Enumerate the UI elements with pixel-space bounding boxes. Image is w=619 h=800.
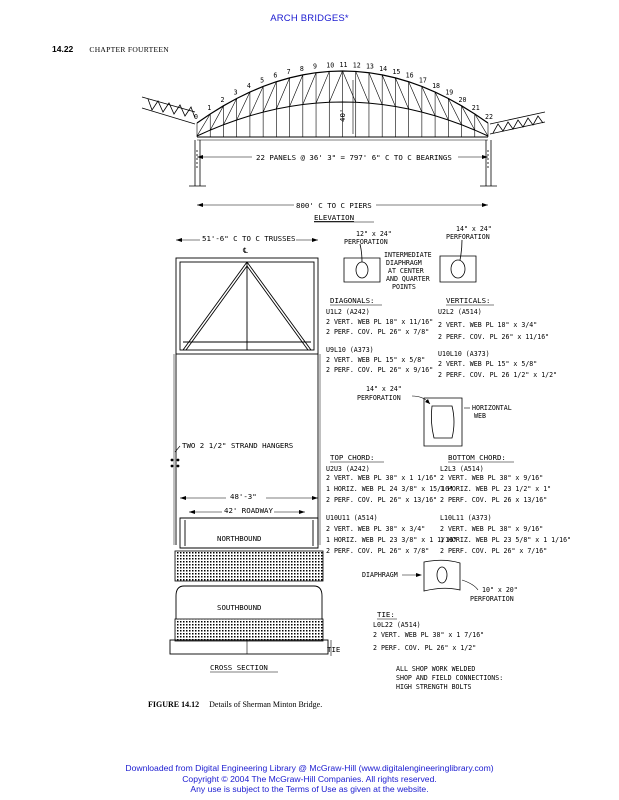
panel-point-label: 15	[392, 67, 401, 76]
perforation-label-1: PERFORATION	[344, 238, 388, 246]
figure-label: FIGURE 14.12	[148, 700, 200, 709]
figure-caption	[148, 700, 322, 709]
panel-point-label: 5	[260, 76, 265, 85]
footer-download-link[interactable]: Downloaded from Digital Engineering Library @ McGraw-Hill (www.digitalengineeringlibrary.com)	[125, 763, 494, 773]
panel-point-label: 21	[471, 103, 480, 112]
diag-1-member: U1L2 (A242)	[326, 308, 370, 316]
tie-label: TIE	[327, 645, 341, 654]
bc-2-member: L10L11 (A373)	[440, 514, 492, 522]
shop-work-line-3: HIGH STRENGTH BOLTS	[396, 683, 472, 691]
cross-section-view	[170, 233, 340, 672]
bc-2-line-3: 2 PERF. COV. PL 26" x 7/16"	[440, 547, 548, 555]
horizontal-web-line-1: HORIZONTAL	[472, 404, 512, 412]
diaphragm-note-line-4: AND QUARTER	[386, 275, 430, 283]
tc-1-line-2: 1 HORIZ. WEB PL 24 3/8" x 15/16"	[326, 485, 454, 493]
southbound-label: SOUTHBOUND	[217, 603, 262, 612]
diaphragm-note-line-1: INTERMEDIATE	[384, 251, 432, 259]
diag-2-line-2: 2 PERF. COV. PL 26" x 9/16"	[326, 366, 434, 374]
tc-2-line-2: 1 HORIZ. WEB PL 23 3/8" x 1 1/16"	[326, 536, 458, 544]
bc-1-line-2: 1 HORIZ. WEB PL 23 1/2" x 1"	[440, 485, 552, 493]
panel-point-label: 12	[352, 61, 361, 70]
bc-2-line-1: 2 VERT. WEB PL 38" x 9/16"	[440, 525, 544, 533]
trusses-dimension: 51'-6" C TO C TRUSSES	[202, 234, 296, 243]
horizontal-web-line-2: WEB	[474, 412, 486, 420]
panel-point-label: 4	[246, 82, 251, 91]
perforation-label-4: PERFORATION	[470, 595, 514, 603]
panel-point-label: 19	[445, 88, 454, 97]
panel-point-label: 2	[220, 95, 225, 104]
vert-2-line-2: 2 PERF. COV. PL 26 1/2" x 1/2"	[438, 371, 558, 379]
member-notes	[326, 225, 571, 691]
elevation-view	[142, 61, 545, 222]
perforation-label-2: PERFORATION	[446, 233, 490, 241]
perforation-label-3: PERFORATION	[357, 394, 401, 402]
diag-2-member: U9L10 (A373)	[326, 346, 374, 354]
perf-10x20-label: 10" x 20"	[482, 586, 518, 594]
hangers-label: TWO 2 1/2" STRAND HANGERS	[182, 441, 294, 450]
tc-1-line-1: 2 VERT. WEB PL 38" x 1 1/16"	[326, 474, 438, 482]
top-chord-title: TOP CHORD:	[330, 453, 375, 462]
tc-2-member: U10U11 (A514)	[326, 514, 378, 522]
panel-point-label: 11	[339, 61, 348, 69]
rise-dimension: 40'	[338, 108, 347, 122]
panel-point-label: 0	[194, 113, 198, 121]
shop-work-line-1: ALL SHOP WORK WELDED	[396, 665, 476, 673]
vert-1-line-2: 2 PERF. COV. PL 26" x 11/16"	[438, 333, 550, 341]
vert-1-line-1: 2 VERT. WEB PL 18" x 3/4"	[438, 321, 538, 329]
panel-point-label: 18	[432, 82, 441, 91]
perf-14x24-b-label: 14" x 24"	[366, 385, 402, 393]
tc-2-line-3: 2 PERF. COV. PL 26" x 7/8"	[326, 547, 430, 555]
footer-terms-link[interactable]: Any use is subject to the Terms of Use as given at the website.	[190, 784, 429, 794]
panel-point-label: 22	[485, 113, 493, 121]
diaphragm-label: DIAPHRAGM	[362, 571, 398, 579]
bc-1-member: L2L3 (A514)	[440, 465, 484, 473]
diaphragm-note-line-3: AT CENTER	[388, 267, 424, 275]
tie-line-1: 2 VERT. WEB PL 38" x 1 7/16"	[373, 631, 485, 639]
roadway-width: 42' ROADWAY	[224, 506, 273, 515]
centerline-mark: ℄	[243, 246, 248, 255]
panel-point-label: 10	[326, 61, 335, 70]
page-number: 14.22	[52, 44, 74, 54]
diaphragm-note-line-2: DIAPHRAGM	[386, 259, 422, 267]
tc-2-line-1: 2 VERT. WEB PL 38" x 3/4"	[326, 525, 426, 533]
bottom-chord-title: BOTTOM CHORD:	[448, 453, 506, 462]
elevation-title: ELEVATION	[314, 213, 355, 222]
perf-14x24-label: 14" x 24"	[456, 225, 492, 233]
tc-1-line-3: 2 PERF. COV. PL 26" x 13/16"	[326, 496, 438, 504]
bc-1-line-1: 2 VERT. WEB PL 38" x 9/16"	[440, 474, 544, 482]
bc-2-line-2: 1 HORIZ. WEB PL 23 5/8" x 1 1/16"	[440, 536, 572, 544]
tie-title: TIE:	[377, 610, 395, 619]
panel-point-label: 17	[418, 76, 427, 85]
deck-width: 48'-3"	[230, 492, 257, 501]
vert-2-member: U10L10 (A373)	[438, 350, 490, 358]
panel-point-label: 16	[405, 71, 414, 80]
top-banner[interactable]: ARCH BRIDGES*	[270, 13, 349, 24]
shop-work-line-2: SHOP AND FIELD CONNECTIONS:	[396, 674, 504, 682]
cross-section-title: CROSS SECTION	[210, 663, 268, 672]
panel-point-label: 1	[207, 103, 212, 112]
diag-1-line-1: 2 VERT. WEB PL 18" x 11/16"	[326, 318, 434, 326]
northbound-label: NORTHBOUND	[217, 534, 262, 543]
footer-copyright: Copyright © 2004 The McGraw-Hill Companies. All rights reserved.	[182, 773, 437, 784]
tie-line-2: 2 PERF. COV. PL 26" x 1/2"	[373, 644, 477, 652]
panel-point-label: 6	[273, 71, 278, 80]
perf-12x24-label: 12" x 24"	[356, 230, 392, 238]
panels-dimension: 22 PANELS @ 36' 3" = 797' 6" C TO C BEARINGS	[256, 153, 452, 162]
panel-point-label: 14	[379, 64, 388, 73]
diagonals-title: DIAGONALS:	[330, 296, 375, 305]
footer	[0, 763, 619, 795]
figure-text: Details of Sherman Minton Bridge.	[209, 700, 323, 709]
diaphragm-note-line-5: POINTS	[392, 283, 416, 291]
tie-member: L0L22 (A514)	[373, 621, 421, 629]
panel-point-label: 9	[313, 62, 318, 71]
diag-2-line-1: 2 VERT. WEB PL 15" x 5/8"	[326, 356, 426, 364]
vert-1-member: U2L2 (A514)	[438, 308, 482, 316]
panel-point-label: 7	[286, 67, 291, 76]
panel-point-label: 20	[458, 95, 467, 104]
tc-1-member: U2U3 (A242)	[326, 465, 370, 473]
diag-1-line-2: 2 PERF. COV. PL 26" x 7/8"	[326, 328, 430, 336]
piers-dimension: 800' C TO C PIERS	[296, 201, 372, 210]
vert-2-line-1: 2 VERT. WEB PL 15" x 5/8"	[438, 360, 538, 368]
panel-point-label: 13	[365, 62, 374, 71]
bc-1-line-3: 2 PERF. COV. PL 26 x 13/16"	[440, 496, 548, 504]
chapter-title: CHAPTER FOURTEEN	[89, 45, 169, 54]
verticals-title: VERTICALS:	[446, 296, 491, 305]
panel-point-label: 3	[233, 88, 238, 97]
panel-point-label: 8	[299, 64, 304, 73]
